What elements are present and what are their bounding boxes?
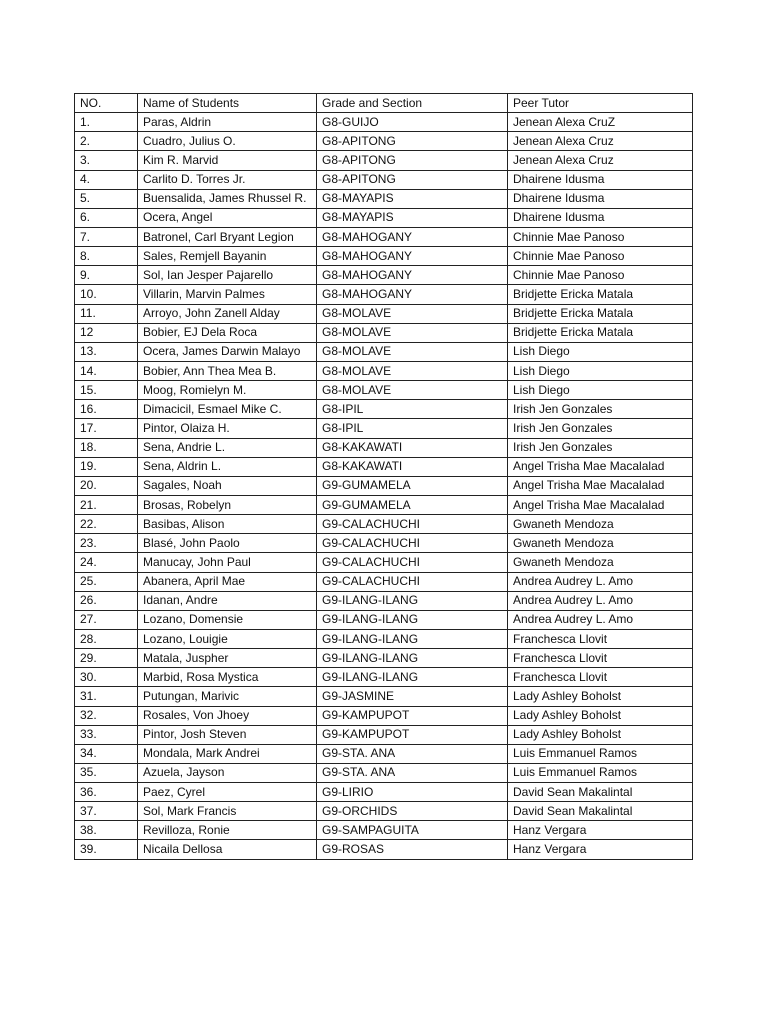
cell-peer-tutor: Lady Ashley Boholst <box>508 706 693 725</box>
table-row <box>75 208 693 227</box>
table-row <box>75 170 693 189</box>
cell-no: 6. <box>75 208 138 227</box>
cell-grade-section: G9-ILANG-ILANG <box>317 649 508 668</box>
table-row <box>75 151 693 170</box>
table-header-row <box>75 94 693 113</box>
cell-no: 33. <box>75 725 138 744</box>
table-row <box>75 553 693 572</box>
table-row <box>75 610 693 629</box>
table-row <box>75 247 693 266</box>
cell-peer-tutor: Franchesca Llovit <box>508 668 693 687</box>
cell-peer-tutor: David Sean Makalintal <box>508 783 693 802</box>
cell-grade-section: G9-ILANG-ILANG <box>317 668 508 687</box>
cell-student-name: Sagales, Noah <box>138 476 317 495</box>
cell-grade-section: G8-MOLAVE <box>317 342 508 361</box>
cell-peer-tutor: Lady Ashley Boholst <box>508 725 693 744</box>
cell-grade-section: G8-MAYAPIS <box>317 208 508 227</box>
cell-student-name: Blasé, John Paolo <box>138 534 317 553</box>
cell-student-name: Pintor, Josh Steven <box>138 725 317 744</box>
cell-grade-section: G9-CALACHUCHI <box>317 572 508 591</box>
cell-peer-tutor: Dhairene Idusma <box>508 170 693 189</box>
cell-no: 22. <box>75 515 138 534</box>
cell-student-name: Manucay, John Paul <box>138 553 317 572</box>
table-row <box>75 534 693 553</box>
cell-peer-tutor: Franchesca Llovit <box>508 649 693 668</box>
cell-no: 20. <box>75 476 138 495</box>
cell-grade-section: G8-MOLAVE <box>317 381 508 400</box>
cell-grade-section: G9-ILANG-ILANG <box>317 591 508 610</box>
cell-peer-tutor: Angel Trisha Mae Macalalad <box>508 495 693 514</box>
cell-grade-section: G9-ORCHIDS <box>317 802 508 821</box>
table-row <box>75 285 693 304</box>
cell-grade-section: G9-STA. ANA <box>317 763 508 782</box>
table-row <box>75 515 693 534</box>
cell-student-name: Sol, Mark Francis <box>138 802 317 821</box>
cell-student-name: Azuela, Jayson <box>138 763 317 782</box>
table-row <box>75 342 693 361</box>
cell-student-name: Paez, Cyrel <box>138 783 317 802</box>
cell-grade-section: G8-KAKAWATI <box>317 438 508 457</box>
cell-peer-tutor: Irish Jen Gonzales <box>508 400 693 419</box>
cell-student-name: Lozano, Louigie <box>138 629 317 648</box>
cell-no: 24. <box>75 553 138 572</box>
cell-peer-tutor: Angel Trisha Mae Macalalad <box>508 457 693 476</box>
cell-peer-tutor: Hanz Vergara <box>508 840 693 859</box>
table-row <box>75 438 693 457</box>
cell-grade-section: G9-GUMAMELA <box>317 476 508 495</box>
cell-grade-section: G8-MAYAPIS <box>317 189 508 208</box>
cell-no: 25. <box>75 572 138 591</box>
cell-no: 7. <box>75 227 138 246</box>
cell-no: 21. <box>75 495 138 514</box>
cell-no: 17. <box>75 419 138 438</box>
cell-student-name: Sales, Remjell Bayanin <box>138 247 317 266</box>
header-peer-tutor: Peer Tutor <box>508 94 693 113</box>
cell-student-name: Rosales, Von Jhoey <box>138 706 317 725</box>
cell-no: 9. <box>75 266 138 285</box>
cell-grade-section: G9-JASMINE <box>317 687 508 706</box>
cell-peer-tutor: Jenean Alexa Cruz <box>508 151 693 170</box>
cell-student-name: Marbid, Rosa Mystica <box>138 668 317 687</box>
table-row <box>75 266 693 285</box>
cell-no: 23. <box>75 534 138 553</box>
cell-student-name: Lozano, Domensie <box>138 610 317 629</box>
cell-peer-tutor: Franchesca Llovit <box>508 629 693 648</box>
cell-peer-tutor: Andrea Audrey L. Amo <box>508 591 693 610</box>
cell-grade-section: G9-CALACHUCHI <box>317 534 508 553</box>
cell-peer-tutor: Dhairene Idusma <box>508 208 693 227</box>
table-row <box>75 706 693 725</box>
table-row <box>75 668 693 687</box>
table-row <box>75 476 693 495</box>
table-row <box>75 381 693 400</box>
cell-peer-tutor: Dhairene Idusma <box>508 189 693 208</box>
cell-peer-tutor: Lish Diego <box>508 361 693 380</box>
cell-grade-section: G9-CALACHUCHI <box>317 515 508 534</box>
cell-student-name: Paras, Aldrin <box>138 113 317 132</box>
cell-peer-tutor: Andrea Audrey L. Amo <box>508 572 693 591</box>
table-row <box>75 763 693 782</box>
cell-peer-tutor: Bridjette Ericka Matala <box>508 323 693 342</box>
cell-grade-section: G9-CALACHUCHI <box>317 553 508 572</box>
cell-peer-tutor: Jenean Alexa Cruz <box>508 132 693 151</box>
cell-grade-section: G9-KAMPUPOT <box>317 706 508 725</box>
peer-tutor-table <box>74 93 693 860</box>
cell-peer-tutor: Luis Emmanuel Ramos <box>508 763 693 782</box>
header-grade-and-section: Grade and Section <box>317 94 508 113</box>
cell-student-name: Batronel, Carl Bryant Legion <box>138 227 317 246</box>
cell-no: 28. <box>75 629 138 648</box>
cell-no: 2. <box>75 132 138 151</box>
cell-grade-section: G9-STA. ANA <box>317 744 508 763</box>
cell-no: 32. <box>75 706 138 725</box>
cell-student-name: Bobier, EJ Dela Roca <box>138 323 317 342</box>
cell-peer-tutor: Andrea Audrey L. Amo <box>508 610 693 629</box>
cell-student-name: Dimacicil, Esmael Mike C. <box>138 400 317 419</box>
cell-student-name: Arroyo, John Zanell Alday <box>138 304 317 323</box>
cell-no: 27. <box>75 610 138 629</box>
table-row <box>75 323 693 342</box>
cell-grade-section: G9-KAMPUPOT <box>317 725 508 744</box>
cell-no: 30. <box>75 668 138 687</box>
cell-peer-tutor: Bridjette Ericka Matala <box>508 285 693 304</box>
cell-no: 5. <box>75 189 138 208</box>
table-row <box>75 227 693 246</box>
cell-peer-tutor: Lady Ashley Boholst <box>508 687 693 706</box>
cell-peer-tutor: Jenean Alexa CruZ <box>508 113 693 132</box>
cell-peer-tutor: Gwaneth Mendoza <box>508 534 693 553</box>
cell-no: 35. <box>75 763 138 782</box>
table-row <box>75 113 693 132</box>
cell-no: 16. <box>75 400 138 419</box>
table-row <box>75 457 693 476</box>
cell-no: 19. <box>75 457 138 476</box>
cell-student-name: Moog, Romielyn M. <box>138 381 317 400</box>
cell-no: 4. <box>75 170 138 189</box>
table-row <box>75 802 693 821</box>
cell-grade-section: G9-ILANG-ILANG <box>317 610 508 629</box>
cell-no: 31. <box>75 687 138 706</box>
cell-student-name: Abanera, April Mae <box>138 572 317 591</box>
cell-no: 29. <box>75 649 138 668</box>
table-row <box>75 649 693 668</box>
cell-no: 12 <box>75 323 138 342</box>
header-no: NO. <box>75 94 138 113</box>
cell-student-name: Ocera, Angel <box>138 208 317 227</box>
cell-no: 39. <box>75 840 138 859</box>
cell-grade-section: G9-SAMPAGUITA <box>317 821 508 840</box>
cell-peer-tutor: David Sean Makalintal <box>508 802 693 821</box>
cell-grade-section: G8-IPIL <box>317 400 508 419</box>
cell-peer-tutor: Chinnie Mae Panoso <box>508 227 693 246</box>
table-row <box>75 725 693 744</box>
cell-student-name: Sena, Aldrin L. <box>138 457 317 476</box>
cell-peer-tutor: Angel Trisha Mae Macalalad <box>508 476 693 495</box>
cell-no: 1. <box>75 113 138 132</box>
cell-grade-section: G8-MAHOGANY <box>317 227 508 246</box>
cell-grade-section: G8-MAHOGANY <box>317 266 508 285</box>
cell-peer-tutor: Lish Diego <box>508 381 693 400</box>
cell-grade-section: G8-MAHOGANY <box>317 247 508 266</box>
cell-no: 18. <box>75 438 138 457</box>
cell-grade-section: G8-MOLAVE <box>317 304 508 323</box>
table-row <box>75 783 693 802</box>
cell-student-name: Mondala, Mark Andrei <box>138 744 317 763</box>
cell-grade-section: G8-APITONG <box>317 151 508 170</box>
cell-grade-section: G9-GUMAMELA <box>317 495 508 514</box>
cell-grade-section: G9-ILANG-ILANG <box>317 629 508 648</box>
cell-student-name: Putungan, Marivic <box>138 687 317 706</box>
table-row <box>75 687 693 706</box>
table-row <box>75 629 693 648</box>
table-row <box>75 821 693 840</box>
table-body <box>75 113 693 859</box>
cell-peer-tutor: Gwaneth Mendoza <box>508 553 693 572</box>
cell-peer-tutor: Irish Jen Gonzales <box>508 419 693 438</box>
table-row <box>75 419 693 438</box>
cell-no: 8. <box>75 247 138 266</box>
cell-student-name: Matala, Juspher <box>138 649 317 668</box>
cell-grade-section: G9-ROSAS <box>317 840 508 859</box>
table-row <box>75 361 693 380</box>
cell-no: 15. <box>75 381 138 400</box>
cell-student-name: Villarin, Marvin Palmes <box>138 285 317 304</box>
cell-grade-section: G8-APITONG <box>317 132 508 151</box>
table-row <box>75 744 693 763</box>
cell-no: 38. <box>75 821 138 840</box>
cell-peer-tutor: Bridjette Ericka Matala <box>508 304 693 323</box>
cell-peer-tutor: Luis Emmanuel Ramos <box>508 744 693 763</box>
cell-grade-section: G8-GUIJO <box>317 113 508 132</box>
cell-student-name: Carlito D. Torres Jr. <box>138 170 317 189</box>
cell-no: 14. <box>75 361 138 380</box>
cell-no: 34. <box>75 744 138 763</box>
cell-no: 3. <box>75 151 138 170</box>
cell-student-name: Pintor, Olaiza H. <box>138 419 317 438</box>
cell-no: 36. <box>75 783 138 802</box>
cell-grade-section: G9-LIRIO <box>317 783 508 802</box>
table-row <box>75 304 693 323</box>
table-row <box>75 189 693 208</box>
cell-peer-tutor: Chinnie Mae Panoso <box>508 247 693 266</box>
cell-student-name: Ocera, James Darwin Malayo <box>138 342 317 361</box>
cell-student-name: Sena, Andrie L. <box>138 438 317 457</box>
cell-student-name: Kim R. Marvid <box>138 151 317 170</box>
cell-grade-section: G8-IPIL <box>317 419 508 438</box>
cell-no: 26. <box>75 591 138 610</box>
table-row <box>75 840 693 859</box>
cell-student-name: Bobier, Ann Thea Mea B. <box>138 361 317 380</box>
cell-student-name: Basibas, Alison <box>138 515 317 534</box>
cell-student-name: Idanan, Andre <box>138 591 317 610</box>
cell-no: 37. <box>75 802 138 821</box>
cell-no: 10. <box>75 285 138 304</box>
cell-student-name: Nicaila Dellosa <box>138 840 317 859</box>
cell-student-name: Sol, Ian Jesper Pajarello <box>138 266 317 285</box>
table-row <box>75 132 693 151</box>
header-name-of-students: Name of Students <box>138 94 317 113</box>
table-row <box>75 495 693 514</box>
cell-grade-section: G8-MAHOGANY <box>317 285 508 304</box>
cell-peer-tutor: Irish Jen Gonzales <box>508 438 693 457</box>
cell-peer-tutor: Hanz Vergara <box>508 821 693 840</box>
cell-student-name: Buensalida, James Rhussel R. <box>138 189 317 208</box>
table-row <box>75 400 693 419</box>
cell-grade-section: G8-KAKAWATI <box>317 457 508 476</box>
cell-peer-tutor: Chinnie Mae Panoso <box>508 266 693 285</box>
cell-student-name: Cuadro, Julius O. <box>138 132 317 151</box>
cell-student-name: Revilloza, Ronie <box>138 821 317 840</box>
table-row <box>75 572 693 591</box>
cell-grade-section: G8-MOLAVE <box>317 361 508 380</box>
cell-peer-tutor: Gwaneth Mendoza <box>508 515 693 534</box>
cell-student-name: Brosas, Robelyn <box>138 495 317 514</box>
table-row <box>75 591 693 610</box>
cell-no: 11. <box>75 304 138 323</box>
cell-no: 13. <box>75 342 138 361</box>
cell-grade-section: G8-MOLAVE <box>317 323 508 342</box>
cell-peer-tutor: Lish Diego <box>508 342 693 361</box>
cell-grade-section: G8-APITONG <box>317 170 508 189</box>
